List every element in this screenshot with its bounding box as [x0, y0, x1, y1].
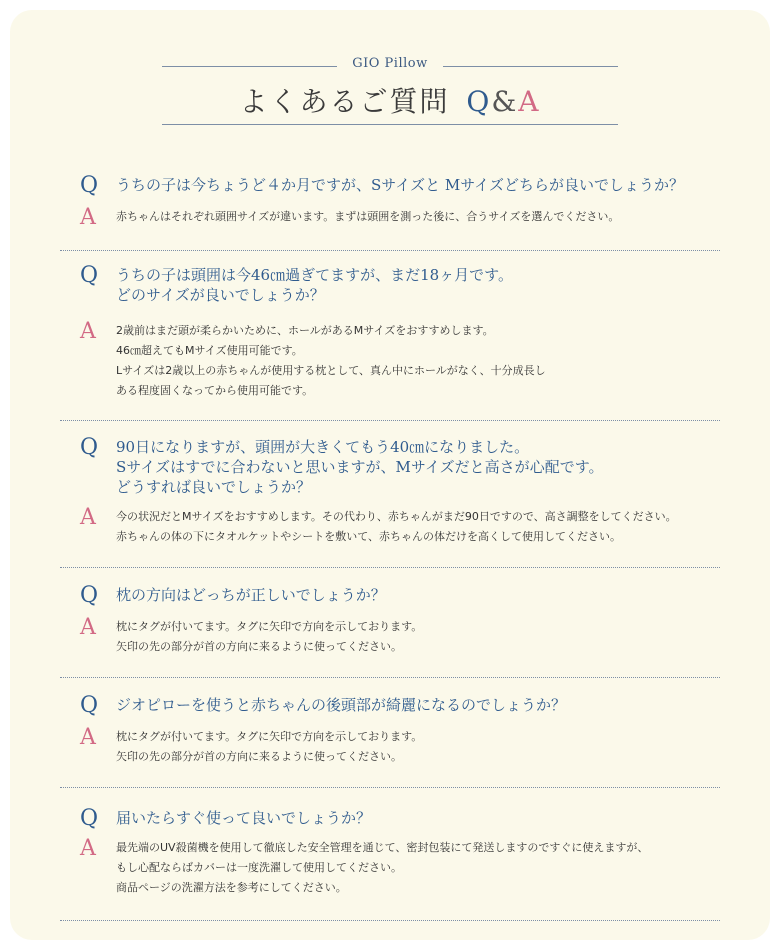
answer-text: 赤ちゃんはそれぞれ頭囲サイズが違います。まずは頭囲を測った後に、合うサイズを選んでください。: [116, 210, 620, 223]
divider: [60, 787, 720, 788]
q-mark: Q: [80, 583, 99, 608]
faq-header: [0, 0, 780, 130]
question-text: ジオピローを使うと赤ちゃんの後頭部が綺麗になるのでしょうか？: [116, 696, 567, 714]
title-main: よくあるご質問: [239, 85, 450, 118]
title-underline: [162, 124, 618, 125]
brand-row: [162, 56, 618, 76]
answer-text: 2歳前はまだ頭が柔らかいために、ホールがあるMサイズをおすすめします。 46㎝超えてもMサイズ使用可能です。 Lサイズは2歳以上の赤ちゃんが使用する枕として、真ん中にホールがなく、十分成長し ある程度固くなってから使用可能です。: [116, 324, 546, 397]
q-mark: Q: [80, 693, 99, 718]
question-text: 90日になりますが、頭囲が大きくてもう40㎝になりました。 Sサイズはすでに合わないと思いますが、Mサイズだと高さが心配です。 どうすれば良いでしょうか？: [116, 438, 604, 496]
q-mark: Q: [80, 173, 99, 198]
page-title: [0, 80, 780, 120]
divider: [60, 250, 720, 251]
divider: [60, 420, 720, 421]
divider: [60, 677, 720, 678]
title-a: A: [518, 85, 541, 118]
a-mark: A: [80, 725, 96, 750]
q-mark: Q: [80, 263, 99, 288]
brand-label: GIO Pillow: [352, 56, 428, 71]
answer-text: 最先端のUV殺菌機を使用して徹底した安全管理を通じて、密封包装にて発送しますのですぐに使えますが、 もし心配ならばカバーは一度洗濯して使用してください。 商品ページの洗濯方法を参考にしてください。: [116, 841, 649, 894]
question-text: うちの子は頭囲は今46㎝過ぎてますが、まだ18ヶ月です。 どのサイズが良いでしょうか？: [116, 266, 513, 304]
title-amp: &: [491, 85, 519, 118]
q-mark: Q: [80, 806, 99, 831]
brand-line-left: [162, 66, 337, 67]
a-mark: A: [80, 836, 96, 861]
divider: [60, 920, 720, 921]
answer-text: 枕にタグが付いてます。タグに矢印で方向を示しております。 矢印の先の部分が首の方向に来るように使ってください。: [116, 730, 423, 763]
divider: [60, 567, 720, 568]
question-text: 届いたらすぐ使って良いでしょうか？: [116, 809, 372, 827]
brand-line-right: [443, 66, 618, 67]
answer-text: 今の状況だとMサイズをおすすめします。その代わり、赤ちゃんがまだ90日ですので、高さ調整をしてください。 赤ちゃんの体の下にタオルケットやシートを敷いて、赤ちゃんの体だけを高くして使用してください。: [116, 510, 677, 543]
q-mark: Q: [80, 435, 99, 460]
a-mark: A: [80, 615, 96, 640]
answer-text: 枕にタグが付いてます。タグに矢印で方向を示しております。 矢印の先の部分が首の方向に来るように使ってください。: [116, 620, 423, 653]
a-mark: A: [80, 319, 96, 344]
a-mark: A: [80, 205, 96, 230]
a-mark: A: [80, 505, 96, 530]
question-text: うちの子は今ちょうど４か月ですが、Sサイズと Mサイズどちらが良いでしょうか？: [116, 176, 685, 194]
title-q: Q: [466, 85, 492, 118]
question-text: 枕の方向はどっちが正しいでしょうか？: [116, 586, 386, 604]
